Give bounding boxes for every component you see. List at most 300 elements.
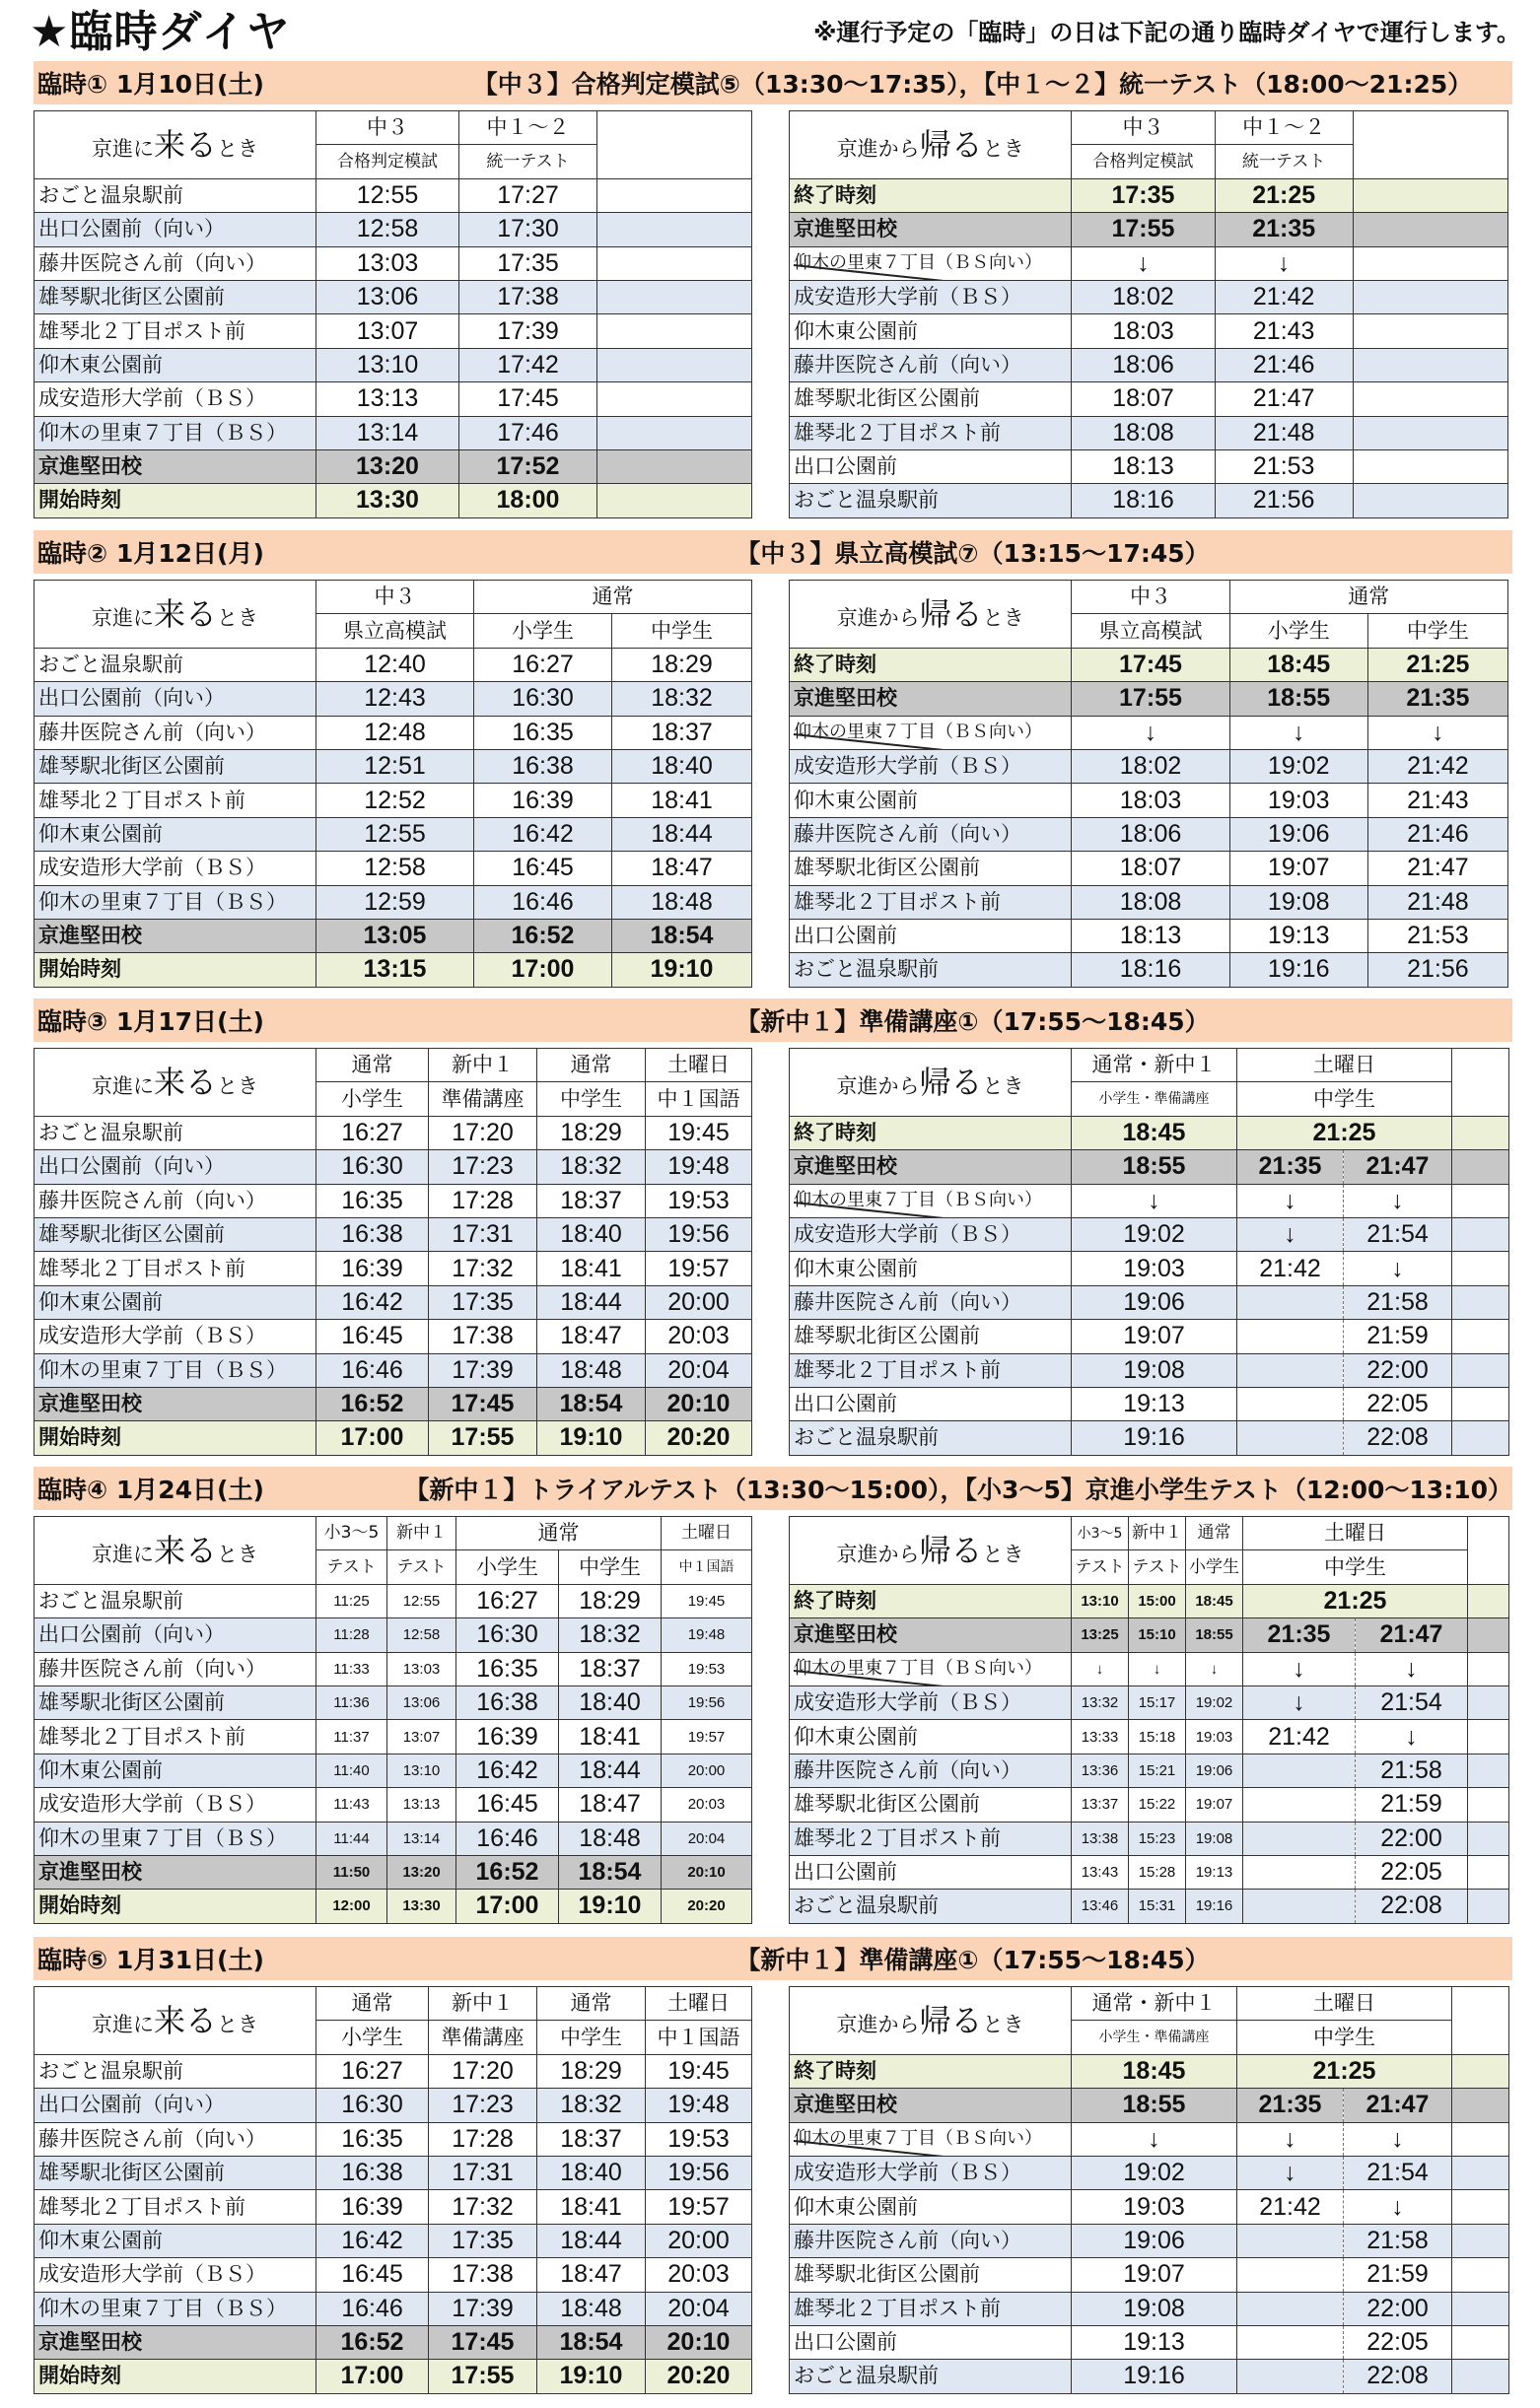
time-cell: 18:48	[559, 1822, 662, 1855]
table-row	[790, 416, 1508, 449]
direction-post: とき	[217, 1542, 258, 1566]
header-cell: 通常	[474, 581, 752, 614]
time-cell: 11:36	[316, 1686, 387, 1719]
station-label: 仰木の里東７丁目（ＢＳ）	[38, 1825, 287, 1850]
station-label: 雄琴北２丁目ポスト前	[38, 1256, 245, 1280]
schedule-section	[34, 61, 1512, 524]
empty-cell	[1353, 348, 1507, 381]
direction-pre: 京進に	[91, 136, 154, 161]
empty-cell	[1353, 484, 1507, 517]
station-label: 雄琴駅北街区公園前	[794, 856, 980, 880]
time-cell: 18:03	[1072, 784, 1229, 817]
station-label: 終了時刻	[794, 1120, 876, 1144]
table-row	[35, 1720, 752, 1754]
station-label: 雄琴駅北街区公園前	[38, 1222, 225, 1247]
station-label: 雄琴北２丁目ポスト前	[794, 1825, 1001, 1850]
time-cell: 19:02	[1229, 749, 1367, 783]
header-cell: 小学生・準備講座	[1072, 2021, 1237, 2054]
table-row	[790, 919, 1508, 952]
station-label: 仰木東公園前	[38, 2228, 163, 2252]
station-label: おごと温泉駅前	[38, 652, 183, 676]
time-cell: 21:35	[1243, 1618, 1356, 1652]
station-label: 仰木の里東７丁目（ＢＳ向い）	[794, 722, 1042, 743]
time-cell: 18:47	[537, 1320, 646, 1353]
station-name	[790, 1652, 1072, 1686]
schedule-section	[34, 998, 1512, 1462]
time-cell: 19:53	[646, 1184, 752, 1217]
timetable-to-school	[34, 1048, 752, 1456]
table-row	[35, 382, 752, 416]
table-row	[790, 2360, 1509, 2393]
station-name	[35, 817, 316, 851]
time-cell: 20:04	[646, 1353, 752, 1387]
table-row	[790, 246, 1508, 280]
station-name	[790, 2054, 1072, 2088]
section-event-label: 【中３】合格判定模試⑤（13:30〜17:35），【中１〜２】統一テスト（18:00〜21:25）	[472, 70, 1473, 99]
station-label: 藤井医院さん前（向い）	[38, 2126, 266, 2151]
time-cell: 19:08	[1229, 885, 1367, 919]
empty-cell	[597, 246, 752, 280]
time-cell: 19:56	[662, 1686, 752, 1719]
time-cell: 21:35	[1367, 682, 1507, 716]
station-name	[35, 416, 316, 449]
table-row	[35, 1353, 752, 1387]
header-cell: 小学生	[1186, 1550, 1243, 1584]
header-cell: 合格判定模試	[316, 145, 459, 178]
time-cell	[1237, 1320, 1344, 1353]
header-cell: 合格判定模試	[1072, 145, 1215, 178]
section-date-label: 臨時⑤ 1月31日(土)	[37, 1946, 264, 1974]
station-name	[35, 2224, 316, 2257]
time-cell: 18:37	[559, 1652, 662, 1686]
header-cell: 県立高模試	[1072, 614, 1229, 648]
time-cell: 16:42	[316, 2224, 429, 2257]
time-cell: ↓	[1344, 2122, 1452, 2156]
station-name	[790, 1184, 1072, 1217]
time-cell: 18:07	[1072, 382, 1215, 416]
table-row	[790, 1150, 1509, 1184]
time-cell: 18:47	[537, 2258, 646, 2292]
station-name	[35, 1720, 316, 1754]
station-label: 藤井医院さん前（向い）	[794, 1757, 1021, 1782]
direction-from-label	[790, 1987, 1072, 2055]
header-cell: 県立高模試	[316, 614, 474, 648]
time-cell	[1237, 2224, 1344, 2257]
station-label: 雄琴北２丁目ポスト前	[794, 2296, 1001, 2320]
time-cell: 17:39	[459, 314, 597, 348]
table-row	[35, 716, 752, 749]
time-cell: 16:39	[474, 784, 612, 817]
station-label: 京進堅田校	[38, 924, 142, 948]
table-row	[790, 1890, 1509, 1923]
station-name	[790, 716, 1072, 749]
table-row	[790, 852, 1508, 885]
time-cell: 15:22	[1129, 1788, 1186, 1822]
table-row	[35, 314, 752, 348]
header-cell: 中学生	[1243, 1550, 1468, 1584]
station-label: 成安造形大学前（ＢＳ）	[794, 1222, 1021, 1247]
station-name	[35, 178, 316, 212]
time-cell: ↓	[1344, 2190, 1452, 2224]
empty-cell	[597, 111, 752, 179]
time-cell: 21:54	[1344, 1217, 1452, 1251]
time-cell	[1237, 2292, 1344, 2325]
time-cell: 19:13	[1072, 2325, 1237, 2359]
time-cell: 13:10	[316, 348, 459, 381]
station-label: 京進堅田校	[794, 2093, 897, 2117]
time-cell: 17:38	[459, 280, 597, 313]
time-cell: 21:59	[1356, 1788, 1468, 1822]
station-label: 終了時刻	[794, 182, 876, 207]
time-cell	[1243, 1754, 1356, 1787]
direction-from-label	[790, 111, 1072, 179]
station-label: 京進堅田校	[794, 1622, 897, 1647]
station-label: 仰木の里東７丁目（ＢＳ向い）	[794, 2128, 1042, 2150]
table-row	[790, 1116, 1509, 1149]
station-name	[790, 1387, 1072, 1420]
time-cell: 13:15	[316, 953, 474, 987]
table-row	[35, 1217, 752, 1251]
table-row	[35, 1618, 752, 1652]
time-cell: 21:25	[1237, 2054, 1452, 2088]
time-cell: 19:08	[1186, 1822, 1243, 1855]
time-cell: 22:08	[1344, 2360, 1452, 2393]
time-cell: 17:45	[1072, 648, 1229, 681]
time-cell: 20:10	[646, 1387, 752, 1420]
table-row	[790, 348, 1508, 381]
station-name	[35, 314, 316, 348]
time-cell	[1237, 1387, 1344, 1420]
table-row	[790, 1652, 1509, 1686]
header-cell: 通常	[537, 1049, 646, 1082]
time-cell: 21:56	[1215, 484, 1353, 517]
time-cell: 20:10	[646, 2325, 752, 2359]
time-cell: 20:00	[646, 2224, 752, 2257]
time-cell: 12:55	[316, 178, 459, 212]
time-cell: 15:28	[1129, 1855, 1186, 1889]
header-cell: 新中１	[429, 1049, 537, 1082]
station-name	[790, 280, 1072, 313]
station-name	[790, 416, 1072, 449]
empty-cell	[597, 314, 752, 348]
station-name	[790, 1686, 1072, 1719]
time-cell: 18:29	[537, 1116, 646, 1149]
table-row	[790, 2224, 1509, 2257]
time-cell: 13:32	[1072, 1686, 1129, 1719]
empty-cell	[1452, 2122, 1509, 2156]
table-row	[790, 1686, 1509, 1719]
header-cell: 小学生	[456, 1550, 559, 1584]
time-cell: 21:25	[1215, 178, 1353, 212]
time-cell: 13:10	[1072, 1584, 1129, 1617]
station-name	[35, 1116, 316, 1149]
section-header	[34, 1937, 1512, 1980]
direction-to-label	[35, 111, 316, 179]
station-label: 仰木東公園前	[794, 2194, 918, 2219]
station-label: おごと温泉駅前	[38, 2058, 183, 2083]
time-cell: ↓	[1237, 2122, 1344, 2156]
time-cell: ↓	[1243, 1652, 1356, 1686]
station-name	[35, 1754, 316, 1787]
time-cell: 13:38	[1072, 1822, 1129, 1855]
table-row	[790, 1320, 1509, 1353]
station-name	[790, 314, 1072, 348]
empty-cell	[597, 484, 752, 517]
empty-cell	[1452, 1320, 1509, 1353]
time-cell: 19:06	[1229, 817, 1367, 851]
table-row	[35, 2190, 752, 2224]
time-cell: 16:35	[316, 1184, 429, 1217]
table-row	[790, 2089, 1509, 2122]
time-cell: 11:37	[316, 1720, 387, 1754]
station-label: 仰木東公園前	[794, 1256, 918, 1280]
time-cell: 18:45	[1229, 648, 1367, 681]
time-cell: 11:44	[316, 1822, 387, 1855]
header-cell: 土曜日	[1243, 1517, 1468, 1550]
time-cell: 16:27	[316, 2054, 429, 2088]
table-row	[35, 348, 752, 381]
station-label: おごと温泉駅前	[38, 1120, 183, 1144]
station-name	[790, 484, 1072, 517]
empty-cell	[1468, 1517, 1509, 1585]
time-cell: 13:25	[1072, 1618, 1129, 1652]
station-name	[35, 648, 316, 681]
table-row	[35, 1150, 752, 1184]
timetable-from-school	[789, 580, 1508, 988]
station-name	[35, 1890, 316, 1923]
table-row	[35, 682, 752, 716]
empty-cell	[1452, 1353, 1509, 1387]
header-cell: 土曜日	[1237, 1049, 1452, 1082]
time-cell: 13:14	[387, 1822, 456, 1855]
table-row	[790, 1788, 1509, 1822]
time-cell: 13:13	[387, 1788, 456, 1822]
station-name	[35, 1652, 316, 1686]
time-cell: 18:37	[537, 1184, 646, 1217]
table-row	[790, 716, 1508, 749]
time-cell: 19:08	[1072, 1353, 1237, 1387]
station-label: 雄琴駅北街区公園前	[794, 386, 980, 411]
time-cell: 19:16	[1072, 2360, 1237, 2393]
header-cell: 中学生	[537, 2021, 646, 2054]
time-cell: 12:55	[387, 1584, 456, 1617]
time-cell: 21:42	[1215, 280, 1353, 313]
time-cell: 21:35	[1237, 2089, 1344, 2122]
direction-post: とき	[982, 136, 1024, 161]
time-cell: 19:02	[1072, 1217, 1237, 1251]
station-name	[35, 2292, 316, 2325]
section-event-label: 【新中１】トライアルテスト（13:30〜15:00），【小3〜5】京進小学生テスト（12:00〜13:10）	[404, 1476, 1512, 1504]
time-cell: 17:45	[429, 1387, 537, 1420]
time-cell: 17:00	[316, 2360, 429, 2393]
station-label: 成安造形大学前（ＢＳ）	[794, 285, 1021, 310]
time-cell: 16:38	[316, 1217, 429, 1251]
station-label: 藤井医院さん前（向い）	[794, 2228, 1021, 2252]
direction-big: 帰る	[919, 125, 983, 164]
station-name	[790, 1320, 1072, 1353]
time-cell: ↓	[1356, 1652, 1468, 1686]
time-cell: 17:39	[429, 1353, 537, 1387]
header-cell: 統一テスト	[459, 145, 597, 178]
time-cell: 13:07	[316, 314, 459, 348]
timetable-from-school	[789, 1516, 1509, 1924]
time-cell: ↓	[1072, 716, 1229, 749]
time-cell: 16:30	[456, 1618, 559, 1652]
station-name	[35, 348, 316, 381]
header-cell: 準備講座	[429, 2021, 537, 2054]
empty-cell	[1452, 1116, 1509, 1149]
time-cell: 16:39	[316, 1252, 429, 1285]
station-label: 出口公園前	[794, 1392, 897, 1416]
empty-cell	[1353, 111, 1507, 179]
time-cell: ↓	[1237, 1184, 1344, 1217]
direction-big: 来る	[153, 125, 217, 164]
direction-pre: 京進から	[836, 136, 920, 161]
table-row	[790, 2122, 1509, 2156]
station-name	[35, 1421, 316, 1455]
header-cell: 準備講座	[429, 1082, 537, 1116]
time-cell: 19:53	[646, 2122, 752, 2156]
empty-cell	[1452, 1252, 1509, 1285]
timetable-to-school	[34, 1516, 752, 1924]
section-header	[34, 530, 1512, 574]
timetable-from-school	[789, 1048, 1509, 1456]
time-cell: 13:20	[387, 1855, 456, 1889]
empty-cell	[1468, 1855, 1509, 1889]
time-cell: 15:21	[1129, 1754, 1186, 1787]
time-cell	[1237, 1285, 1344, 1319]
header-cell: 新中１	[429, 1987, 537, 2021]
time-cell: 19:45	[646, 2054, 752, 2088]
time-cell: 18:29	[537, 2054, 646, 2088]
station-name	[35, 484, 316, 517]
table-row	[790, 2190, 1509, 2224]
table-row	[790, 885, 1508, 919]
time-cell: 18:29	[612, 648, 752, 681]
time-cell: 21:25	[1367, 648, 1507, 681]
station-name	[790, 1150, 1072, 1184]
table-row	[790, 280, 1508, 313]
time-cell: 16:30	[316, 2089, 429, 2122]
section-header	[34, 61, 1512, 104]
time-cell: 12:58	[316, 213, 459, 246]
header-cell: 中３	[316, 111, 459, 145]
station-label: 終了時刻	[794, 2058, 876, 2083]
time-cell: 18:00	[459, 484, 597, 517]
empty-cell	[1353, 382, 1507, 416]
time-cell: ↓	[1072, 1652, 1129, 1686]
time-cell: 17:00	[456, 1890, 559, 1923]
table-row	[35, 1855, 752, 1889]
time-cell: 20:03	[662, 1788, 752, 1822]
time-cell: 19:07	[1186, 1788, 1243, 1822]
time-cell: 18:48	[537, 1353, 646, 1387]
time-cell: 12:58	[387, 1618, 456, 1652]
header-cell: 中３	[316, 581, 474, 614]
empty-cell	[1452, 1217, 1509, 1251]
station-label: 成安造形大学前（ＢＳ）	[794, 754, 1021, 779]
station-name	[790, 784, 1072, 817]
empty-cell	[597, 213, 752, 246]
section-event-label: 【新中１】準備講座①（17:55〜18:45）	[735, 1946, 1210, 1974]
direction-post: とき	[217, 1073, 258, 1098]
time-cell: 17:28	[429, 2122, 537, 2156]
table-row	[35, 953, 752, 987]
header-cell: 新中１	[387, 1517, 456, 1550]
time-cell: ↓	[1344, 1252, 1452, 1285]
time-cell: 18:40	[612, 749, 752, 783]
time-cell: 16:52	[316, 2325, 429, 2359]
direction-big: 来る	[153, 594, 217, 633]
empty-cell	[597, 178, 752, 212]
direction-pre: 京進から	[836, 1073, 920, 1098]
station-label: 出口公園前（向い）	[38, 1154, 225, 1179]
page-note: ※運行予定の「臨時」の日は下記の通り臨時ダイヤで運行します。	[813, 19, 1520, 46]
time-cell: 18:45	[1072, 1116, 1237, 1149]
station-name	[790, 213, 1072, 246]
header-cell: テスト	[316, 1550, 387, 1584]
time-cell: 21:43	[1367, 784, 1507, 817]
station-label: 雄琴駅北街区公園前	[38, 285, 225, 310]
table-row	[790, 749, 1508, 783]
time-cell: 17:35	[1072, 178, 1215, 212]
time-cell: 19:10	[612, 953, 752, 987]
time-cell: ↓	[1186, 1652, 1243, 1686]
time-cell: 13:33	[1072, 1720, 1129, 1754]
station-name	[790, 2292, 1072, 2325]
time-cell: 17:52	[459, 449, 597, 483]
empty-cell	[1468, 1754, 1509, 1787]
header-cell: 小学生	[316, 2021, 429, 2054]
station-label: 成安造形大学前（ＢＳ）	[38, 1792, 266, 1817]
time-cell: 22:08	[1344, 1421, 1452, 1455]
station-name	[790, 1421, 1072, 1455]
time-cell: 16:39	[316, 2190, 429, 2224]
station-name	[790, 1720, 1072, 1754]
empty-cell	[1468, 1720, 1509, 1754]
empty-cell	[1468, 1652, 1509, 1686]
empty-cell	[1353, 213, 1507, 246]
table-row	[790, 1353, 1509, 1387]
time-cell: 21:47	[1344, 2089, 1452, 2122]
time-cell: 18:47	[559, 1788, 662, 1822]
time-cell: 11:43	[316, 1788, 387, 1822]
table-row	[790, 1584, 1509, 1617]
empty-cell	[1452, 1184, 1509, 1217]
time-cell: 17:30	[459, 213, 597, 246]
table-row	[35, 1652, 752, 1686]
time-cell: 19:57	[662, 1720, 752, 1754]
time-cell: 20:20	[646, 1421, 752, 1455]
station-name	[790, 449, 1072, 483]
header-cell: 中１〜２	[459, 111, 597, 145]
time-cell: 21:58	[1356, 1754, 1468, 1787]
station-name	[790, 1822, 1072, 1855]
time-cell: 12:51	[316, 749, 474, 783]
station-name	[35, 213, 316, 246]
station-label: 京進堅田校	[38, 1392, 142, 1416]
direction-pre: 京進に	[91, 605, 154, 630]
header-cell: 土曜日	[646, 1987, 752, 2021]
time-cell: 21:58	[1344, 2224, 1452, 2257]
time-cell: 16:38	[316, 2156, 429, 2189]
time-cell: 18:48	[612, 885, 752, 919]
station-label: 出口公園前	[794, 1860, 897, 1885]
direction-to-label	[35, 581, 316, 649]
time-cell: 16:30	[474, 682, 612, 716]
time-cell: 12:40	[316, 648, 474, 681]
direction-pre: 京進から	[836, 2012, 920, 2036]
